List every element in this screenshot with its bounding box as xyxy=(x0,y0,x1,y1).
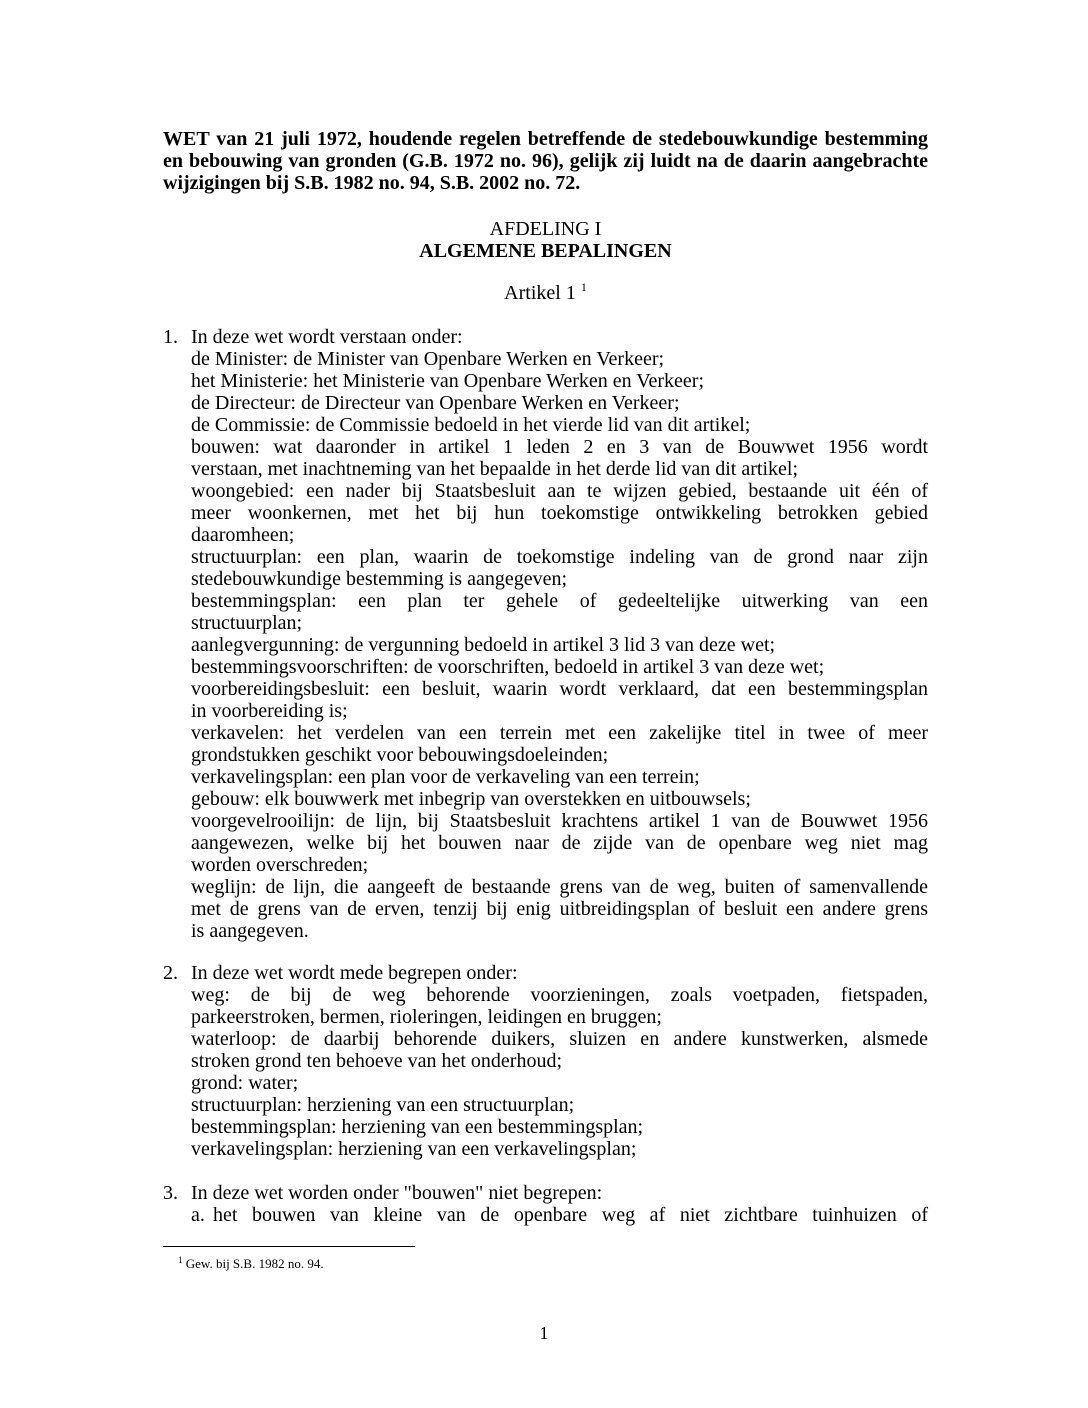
text-line: verstaan, met inachtneming van het bepaalde in het derde lid van dit artikel; xyxy=(191,458,799,480)
footnote-divider xyxy=(163,1246,415,1247)
text-line: verkavelingsplan: herziening van een verkavelingsplan; xyxy=(191,1138,637,1160)
footnote-number: 1 xyxy=(178,1255,183,1265)
section-title: ALGEMENE BEPALINGEN xyxy=(419,240,672,262)
text-line: gebouw: elk bouwwerk met inbegrip van overstekken en uitbouwsels; xyxy=(191,788,751,810)
text-line: met de grens van de erven, tenzij bij enig uitbreidingsplan of besluit een andere grens xyxy=(191,898,928,920)
paragraph-number: 1. xyxy=(163,326,178,348)
text-line: voorgevelrooilijn: de lijn, bij Staatsbesluit krachtens artikel 1 van de Bouwwet 1956 xyxy=(191,810,928,832)
text-line: weglijn: de lijn, die aangeeft de bestaande grens van de weg, buiten of samenvallende xyxy=(191,876,928,898)
text-line: bestemmingsvoorschriften: de voorschriften, bedoeld in artikel 3 van deze wet; xyxy=(191,656,825,678)
text-line: structuurplan; xyxy=(191,612,303,634)
paragraph-number: 2. xyxy=(163,962,178,984)
paragraph-body xyxy=(191,326,928,942)
text-line: meer woonkernen, met het bij hun toekomstige ontwikkeling betrokken gebied xyxy=(191,502,928,524)
text-line: aanlegvergunning: de vergunning bedoeld in artikel 3 lid 3 van deze wet; xyxy=(191,634,776,656)
text-line: daaromheen; xyxy=(191,524,295,546)
text-line: worden overschreden; xyxy=(191,854,369,876)
sub-item-text: het bouwen van kleine van de openbare weg af niet zichtbare tuinhuizen of xyxy=(213,1204,928,1226)
text-line: de Directeur: de Directeur van Openbare Werken en Verkeer; xyxy=(191,392,680,414)
page-number: 1 xyxy=(539,1323,549,1343)
text-line: stroken grond ten behoeve van het onderhoud; xyxy=(191,1050,563,1072)
text-line: grond: water; xyxy=(191,1072,299,1094)
footnote-marker: 1 xyxy=(580,280,587,294)
text-line: woongebied: een nader bij Staatsbesluit aan te wijzen gebied, bestaande uit één of xyxy=(191,480,928,502)
article-label: Artikel 1 xyxy=(504,282,576,304)
text-line: is aangegeven. xyxy=(191,920,309,942)
text-line: weg: de bij de weg behorende voorzieningen, zoals voetpaden, fietspaden, xyxy=(191,984,928,1006)
text-line: In deze wet wordt mede begrepen onder: xyxy=(191,962,518,984)
text-line: waterloop: de daarbij behorende duikers, sluizen en andere kunstwerken, alsmede xyxy=(191,1028,928,1050)
text-line: verkavelen: het verdelen van een terrein met een zakelijke titel in twee of meer xyxy=(191,722,928,744)
text-line: In deze wet worden onder "bouwen" niet begrepen: xyxy=(191,1182,603,1204)
text-line: stedebouwkundige bestemming is aangegeven; xyxy=(191,568,568,590)
text-line: bestemmingsplan: herziening van een bestemmingsplan; xyxy=(191,1116,644,1138)
text-line: structuurplan: herziening van een structuurplan; xyxy=(191,1094,575,1116)
footnote xyxy=(178,1256,324,1272)
text-line: voorbereidingsbesluit: een besluit, waarin wordt verklaard, dat een bestemmingsplan xyxy=(191,678,928,700)
article-heading xyxy=(163,282,928,304)
text-line: bestemmingsplan: een plan ter gehele of gedeeltelijke uitwerking van een xyxy=(191,590,928,612)
paragraph-body xyxy=(191,962,928,1160)
sub-item-label: a. xyxy=(191,1204,205,1226)
text-line: in voorbereiding is; xyxy=(191,700,348,722)
text-line: parkeerstroken, bermen, rioleringen, leidingen en bruggen; xyxy=(191,1006,662,1028)
text-line: de Minister: de Minister van Openbare Werken en Verkeer; xyxy=(191,348,665,370)
section-heading: AFDELING I xyxy=(489,218,602,240)
text-line: In deze wet wordt verstaan onder: xyxy=(191,326,463,348)
text-line: bouwen: wat daaronder in artikel 1 leden 2 en 3 van de Bouwwet 1956 wordt xyxy=(191,436,928,458)
law-title: WET van 21 juli 1972, houdende regelen betreffende de stedebouwkundige bestemming en bebouwing van gronden (G.B. 1972 no. 96), gelijk zij luidt na de daarin aangebrachte wijzigingen bij S.B. 1982 no. 94, S.B. 2002 no. 72. xyxy=(163,128,928,194)
text-line: verkavelingsplan: een plan voor de verkaveling van een terrein; xyxy=(191,766,700,788)
text-line: de Commissie: de Commissie bedoeld in het vierde lid van dit artikel; xyxy=(191,414,751,436)
text-line: het Ministerie: het Ministerie van Openbare Werken en Verkeer; xyxy=(191,370,705,392)
text-line: grondstukken geschikt voor bebouwingsdoeleinden; xyxy=(191,744,609,766)
footnote-text: Gew. bij S.B. 1982 no. 94. xyxy=(185,1256,324,1271)
paragraph-body xyxy=(191,1182,928,1204)
paragraph-number: 3. xyxy=(163,1182,178,1204)
text-line: aangewezen, welke bij het bouwen naar de zijde van de openbare weg niet mag xyxy=(191,832,928,854)
text-line: structuurplan: een plan, waarin de toekomstige indeling van de grond naar zijn xyxy=(191,546,928,568)
